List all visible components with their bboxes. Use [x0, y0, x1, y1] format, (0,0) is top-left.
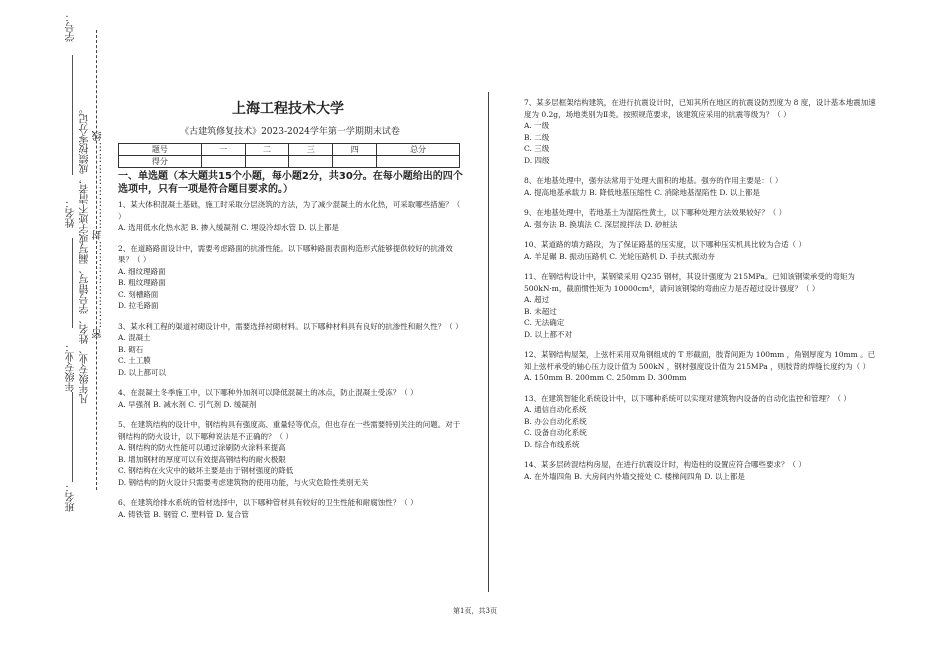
score-cell: 一 — [201, 144, 245, 156]
section-heading: 一、单选题（本大题共15个小题，每小题2分，共30分。在每小题给出的四个选项中，只有一项是符合题目要求的。） — [118, 171, 463, 195]
question-stem: 9、在地基处理中，若地基土为湿陷性黄土，以下哪种处理方法效果较好？（ ） — [524, 208, 787, 217]
score-cell: 题号 — [119, 144, 202, 156]
question-option: D. 钢结构的防火设计只需要考虑建筑物的使用功能，与火灾危险性类别无关 — [118, 477, 369, 487]
question-item — [524, 349, 876, 384]
exam-title: 《古建筑修复技术》2023-2024学年第一学期期末试卷 — [180, 127, 400, 137]
question-option: A. 早强剂 B. 减水剂 C. 引气剂 D. 缓凝剂 — [118, 399, 257, 409]
question-option: C. 三级 — [524, 144, 550, 153]
question-option: B. 增加钢材的厚度可以有效提高钢结构的耐火极限 — [118, 454, 286, 464]
question-stem: 13、在建筑智能化系统设计中，以下哪种系统可以实现对建筑物内设备的自动化监控和管理？（ ） — [524, 393, 851, 403]
question-item — [524, 459, 876, 482]
score-cell: 得分 — [119, 156, 202, 168]
question-option: A. 钢结构的防火性能可以通过涂刷防火涂料来提高 — [118, 443, 286, 452]
score-table — [118, 143, 460, 168]
question-option: A. 羊足碾 B. 振动压路机 C. 光轮压路机 D. 手扶式振动夯 — [524, 251, 715, 261]
question-item — [524, 207, 876, 230]
question-option: B. 二级 — [524, 132, 550, 142]
question-stem: 3、某水利工程的渠道衬砌设计中，需要选择衬砌材料。以下哪种材料具有良好的抗渗性和耐久性？（ ） — [118, 321, 463, 331]
question-option: C. 土工膜 — [118, 356, 151, 365]
question-item — [118, 497, 466, 520]
seal-dashed-line — [96, 30, 97, 490]
question-option: A. 铸铁管 B. 钢管 C. 塑料管 D. 复合管 — [118, 509, 249, 519]
score-cell — [333, 156, 377, 168]
question-option: A. 细纹理路面 — [118, 266, 166, 276]
score-cell — [289, 156, 333, 168]
major-label: 年级专业： — [66, 342, 77, 392]
question-stem: 5、在建筑结构的设计中，钢结构具有强度高、重量轻等优点，但也存在一些需要特别关注的问题。对于钢结构的防火设计，以下哪种说法是不正确的？（ ） — [118, 420, 461, 441]
question-option: D. 拉毛路面 — [118, 301, 159, 310]
column-divider — [488, 92, 489, 592]
question-option: A. 一级 — [524, 121, 550, 130]
score-cell: 四 — [333, 144, 377, 156]
student-id-line — [72, 55, 73, 175]
question-option: B. 未超过 — [524, 306, 557, 316]
name-line — [72, 238, 73, 328]
question-option: D. 综合布线系统 — [524, 439, 580, 449]
question-item — [524, 239, 876, 262]
question-item — [524, 393, 876, 451]
school-label: 班名： — [66, 482, 77, 512]
page-footer: 第1页，共3页 — [453, 607, 497, 615]
university-title: 上海工程技术大学 — [232, 101, 344, 117]
question-item — [524, 175, 876, 198]
left-question-column — [118, 199, 466, 529]
question-option: D. 以上都可以 — [118, 367, 167, 377]
seal-text: 密……………………封……………………线 — [93, 130, 104, 339]
score-cell — [377, 156, 460, 168]
question-option: B. 办公自动化系统 — [524, 416, 587, 426]
major-line — [72, 392, 73, 482]
right-question-column — [524, 97, 876, 491]
binding-notice: 凡年级专业、姓名、学号错写、漏写或字迹不清者，成绩按零分记。 — [80, 104, 91, 404]
question-option: D. 以上都不对 — [524, 329, 573, 339]
question-option: A. 在外墙四角 B. 大房间内外墙交接处 C. 楼梯间四角 D. 以上都是 — [524, 471, 745, 481]
question-option: C. 刻槽路面 — [118, 289, 159, 299]
name-label: 姓名： — [66, 198, 77, 228]
score-cell: 二 — [245, 144, 289, 156]
student-id-label: 学号： — [66, 12, 77, 42]
question-stem: 10、某道路的填方路段，为了保证路基的压实度，以下哪种压实机具比较为合适（ ） — [524, 240, 806, 249]
question-option: A. 选用低水化热水泥 B. 掺入缓凝剂 C. 埋设冷却水管 D. 以上都是 — [118, 223, 339, 232]
question-item — [118, 387, 466, 410]
question-stem: 6、在建筑给排水系统的管材选择中，以下哪种管材具有较好的卫生性能和耐腐蚀性？（ ） — [118, 498, 418, 507]
question-option: A. 通信自动化系统 — [524, 405, 587, 414]
question-option: A. 150mm B. 200mm C. 250mm D. 300mm — [524, 373, 687, 382]
question-option: A. 超过 — [524, 295, 550, 304]
question-stem: 7、某多层框架结构建筑，在进行抗震设计时，已知其所在地区的抗震设防烈度为 8 度，设计基本地震加速度为 0.2g，场地类别为Ⅱ类。按照规范要求，该建筑应采用的抗震等级为？（ ） — [524, 98, 876, 119]
question-option: C. 设备自动化系统 — [524, 428, 587, 437]
question-stem: 2、在道路路面设计中，需要考虑路面的抗滑性能。以下哪种路面表面构造形式能够提供较好的抗滑效果？（ ） — [118, 243, 453, 264]
score-table-score-row — [119, 156, 460, 168]
question-option: A. 混凝土 — [118, 333, 151, 342]
question-option: B. 粗纹理路面 — [118, 278, 166, 287]
score-cell — [245, 156, 289, 168]
question-item — [118, 321, 466, 379]
score-cell — [201, 156, 245, 168]
question-item — [118, 199, 466, 234]
question-option: D. 四级 — [524, 155, 550, 165]
score-cell: 总分 — [377, 144, 460, 156]
question-stem: 4、在混凝土冬季施工中，以下哪种外加剂可以降低混凝土的冰点，防止混凝土受冻？（ ） — [118, 388, 418, 397]
question-item — [118, 243, 466, 312]
question-option: C. 无法确定 — [524, 318, 565, 327]
score-cell: 三 — [289, 144, 333, 156]
question-stem: 14、某多层砖混结构房屋，在进行抗震设计时，构造柱的设置应符合哪些要求？（ ） — [524, 460, 806, 469]
question-option: B. 砌石 — [118, 344, 144, 354]
question-stem: 12、某钢结构屋架，上弦杆采用双角钢组成的 T 形截面，肢背间距为 100mm ，角钢厚度为 10mm 。已知上弦杆承受的轴心压力设计值为 500kN ，钢材强度设计值为 215MPa ，则肢背的焊缝长度约为（ ） — [524, 350, 876, 371]
question-item — [524, 271, 876, 340]
question-item — [118, 419, 466, 488]
question-option: A. 强夯法 B. 换填法 C. 深层搅拌法 D. 砂桩法 — [524, 219, 678, 229]
question-stem: 11、在钢结构设计中，某钢梁采用 Q235 钢材，其设计强度为 215MPa。已知该钢梁承受的弯矩为 500kN·m，截面惯性矩为 10000cm⁴，请问该钢梁的弯曲应力是否超过设计强度？（ ） — [524, 272, 858, 293]
question-option: A. 提高地基承载力 B. 降低地基压缩性 C. 消除地基湿陷性 D. 以上都是 — [524, 187, 760, 197]
question-stem: 1、某大体积混凝土基础，施工时采取分层浇筑的方法，为了减少混凝土的水化热，可采取哪些措施？（ ） — [118, 200, 463, 221]
question-option: C. 钢结构在火灾中的破坏主要是由于钢材强度的降低 — [118, 466, 294, 475]
score-table-header-row — [119, 144, 460, 156]
question-item — [524, 97, 876, 166]
question-stem: 8、在地基处理中，强夯法常用于处理大面积的地基。强夯的作用主要是：（ ） — [524, 176, 783, 185]
